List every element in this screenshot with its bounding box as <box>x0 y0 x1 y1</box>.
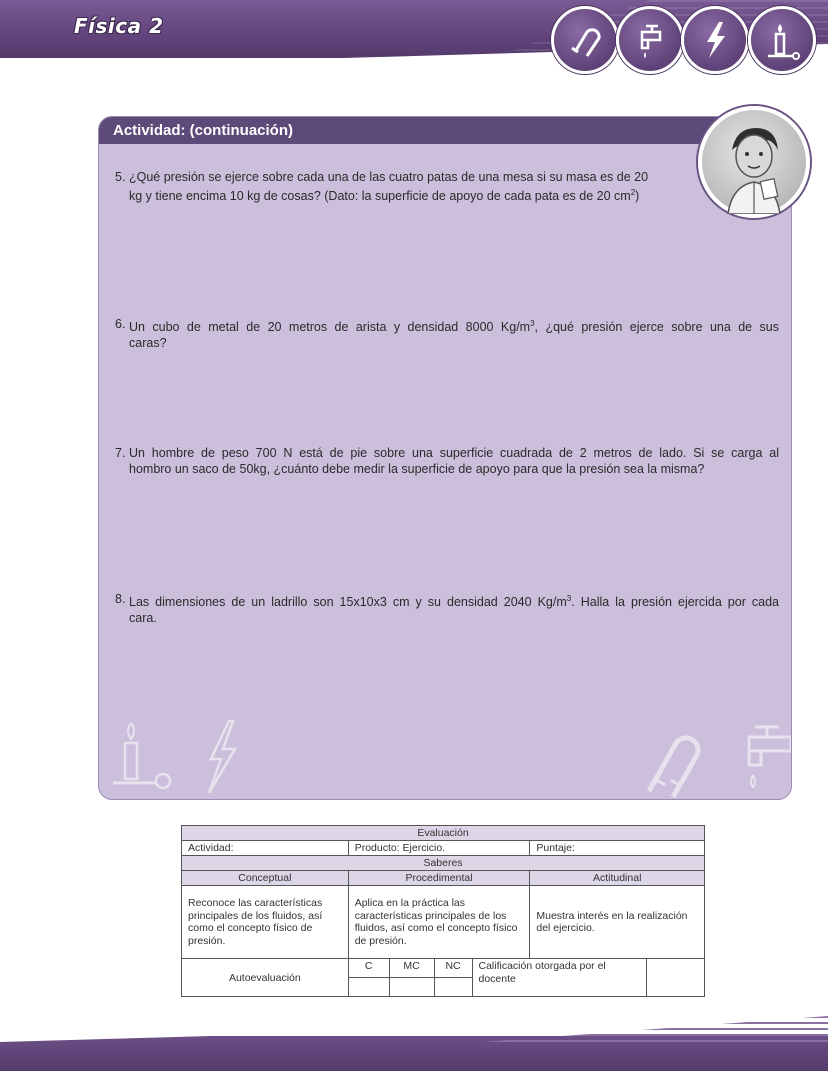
column-conceptual: Conceptual <box>182 871 349 886</box>
faucet-watermark-icon <box>735 719 791 799</box>
scale-c: C <box>348 959 389 978</box>
question-7-number: 7. <box>115 446 126 460</box>
question-8 <box>115 591 779 626</box>
autoevaluacion-label: Autoevaluación <box>182 959 349 997</box>
column-actitudinal: Actitudinal <box>530 871 705 886</box>
procedimental-text: Aplica en la práctica las características principales de los fluidos, así como el concepto físico de presión. <box>348 886 530 959</box>
scale-c-box[interactable] <box>348 978 389 997</box>
column-procedimental: Procedimental <box>348 871 530 886</box>
question-5-number: 5. <box>115 170 126 184</box>
student-avatar <box>698 106 810 218</box>
scale-nc-box[interactable] <box>434 978 472 997</box>
conceptual-text: Reconoce las características principales de los fluidos, así como el concepto físico de presión. <box>182 886 349 959</box>
question-7-line2: hombro un saco de 50kg, ¿cuánto debe medir la superficie de apoyo para que la presión sea la misma? <box>129 462 705 476</box>
question-5-line1: ¿Qué presión se ejerce sobre cada una de las cuatro patas de una mesa si su masa es de 20 <box>129 170 649 184</box>
scale-mc: MC <box>389 959 434 978</box>
question-6-number: 6. <box>115 317 126 331</box>
magnet-watermark-icon <box>639 721 709 800</box>
question-8-text-a: Las dimensiones de un ladrillo son 15x10x3 cm y su densidad 2040 Kg/m <box>129 595 567 610</box>
magnet-icon <box>551 6 619 74</box>
question-8-text-b: . Halla la presión ejercida por cada <box>571 595 779 610</box>
calificacion-label: Calificación otorgada por el docente <box>472 959 647 997</box>
question-8-sup: 3 <box>566 594 572 603</box>
producto-label: Producto: Ejercicio. <box>348 841 530 856</box>
scale-nc: NC <box>434 959 472 978</box>
lightning-watermark-icon <box>201 717 241 797</box>
activity-title: Actividad: (continuación) <box>113 122 293 139</box>
saberes-label: Saberes <box>182 856 705 871</box>
calificacion-box[interactable] <box>647 959 705 997</box>
question-5 <box>115 169 715 204</box>
question-6-text-a: Un cubo de metal de 20 metros de arista y densidad 8000 Kg/m <box>129 320 531 335</box>
activity-panel <box>98 116 792 800</box>
candle-icon <box>748 6 816 74</box>
actitudinal-text: Muestra interés en la realización del ejercicio. <box>530 886 705 959</box>
scale-mc-box[interactable] <box>389 978 434 997</box>
puntaje-label: Puntaje: <box>530 841 705 856</box>
faucet-icon <box>616 6 684 74</box>
question-7-line1: Un hombre de peso 700 N está de pie sobre una superficie cuadrada de 2 metros de lado. Si se carga al <box>129 446 779 460</box>
candle-watermark-icon <box>107 715 177 795</box>
question-6-sup: 3 <box>530 319 535 328</box>
activity-header <box>99 117 792 144</box>
lightning-icon <box>681 6 749 74</box>
question-5-sup: 2 <box>630 188 636 197</box>
evaluation-title: Evaluación <box>182 826 705 841</box>
question-5-line2: kg y tiene encima 10 kg de cosas? (Dato: la superficie de apoyo de cada pata es de 20 cm <box>129 189 631 204</box>
question-8-line2: cara. <box>129 611 157 626</box>
actividad-label: Actividad: <box>182 841 349 856</box>
question-7 <box>115 445 779 477</box>
question-6-text-b: , ¿qué presión ejerce sobre una de sus <box>534 320 779 335</box>
question-5-end: ) <box>635 189 640 204</box>
question-6 <box>115 316 779 351</box>
question-8-number: 8. <box>115 592 126 606</box>
question-6-line2: caras? <box>129 336 167 351</box>
evaluation-table <box>181 825 705 997</box>
book-title: Física 2 <box>74 14 164 38</box>
